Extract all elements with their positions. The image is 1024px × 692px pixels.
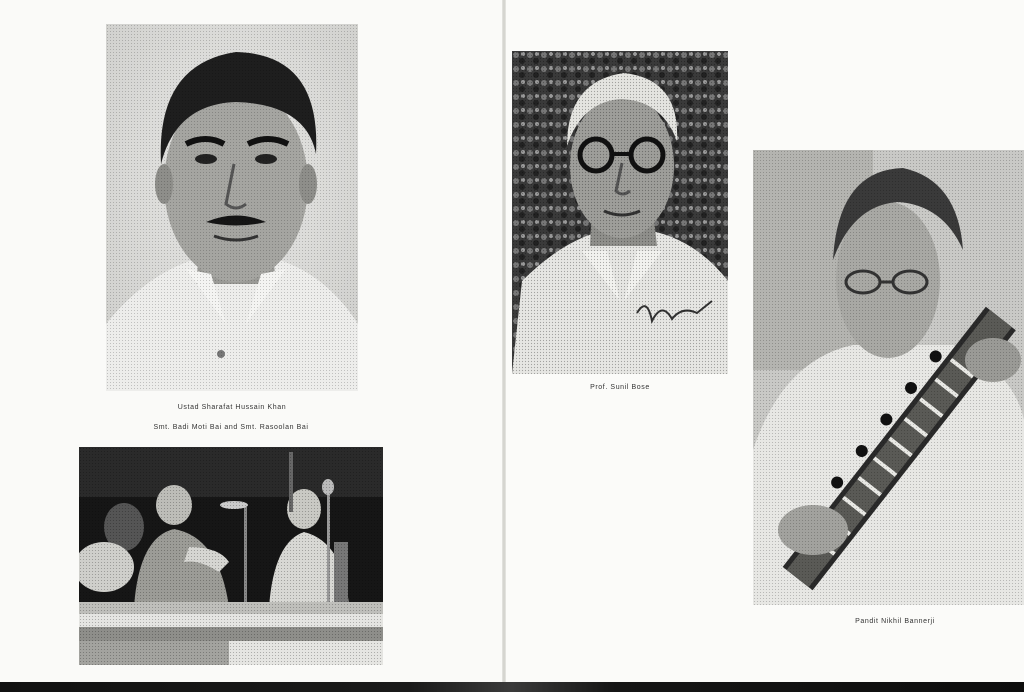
caption-photo1: Ustad Sharafat Hussain Khan <box>177 404 287 411</box>
photo-singers-stage <box>79 447 383 665</box>
caption-photo4: Pandit Nikhil Bannerji <box>855 618 935 625</box>
photo-portrait-mustache <box>106 24 358 391</box>
caption-photo2: Smt. Badi Moti Bai and Smt. Rasoolan Bai <box>153 424 309 431</box>
scan-bottom-edge <box>0 682 1024 692</box>
photo-sitar-player <box>753 150 1024 605</box>
book-gutter <box>502 0 506 682</box>
caption-photo3: Prof. Sunil Bose <box>590 384 650 391</box>
photo-portrait-glasses <box>512 51 728 374</box>
